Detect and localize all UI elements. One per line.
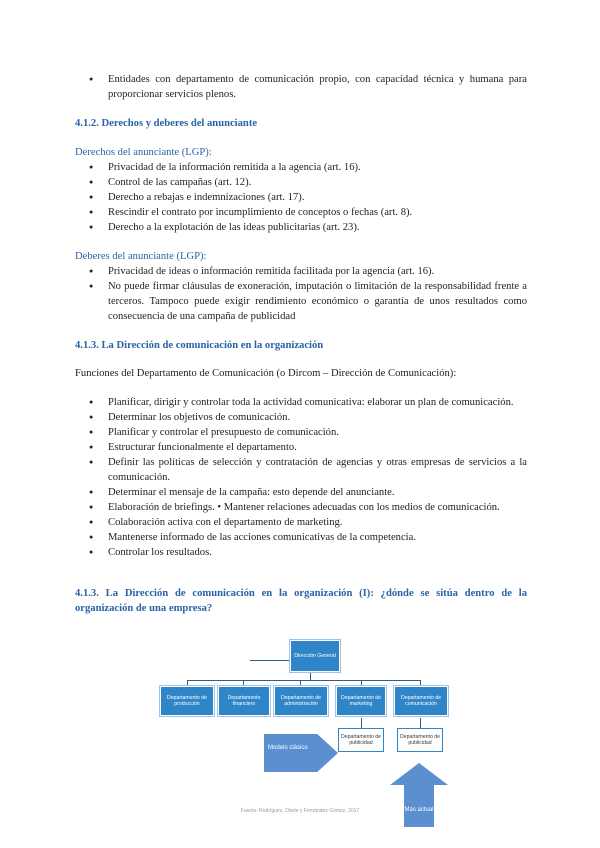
- list-item: ● Elaboración de briefings. • Mantener relaciones adecuadas con los medios de comunicación.: [75, 500, 527, 515]
- list-item: ● Determinar los objetivos de comunicación.: [75, 410, 527, 425]
- org-box-administracion: Departamento de administración: [274, 686, 328, 716]
- list-item: ● No puede firmar cláusulas de exoneración, imputación o limitación de la responsabilidad frente a terceros. Tampoco puede exigir rendimiento económico o garantía de unos resultados como consecuencia de una campaña de publicidad: [75, 279, 527, 324]
- model-classic-label: Modelo clásico: [268, 745, 308, 751]
- section-heading-413: 4.1.3. La Dirección de comunicación en la organización: [75, 340, 324, 351]
- list-item: ● Controlar los resultados.: [75, 545, 527, 560]
- list-item: ● Determinar el mensaje de la campaña: esto depende del anunciante.: [75, 485, 527, 500]
- org-box-direccion-general: Dirección General: [290, 640, 340, 672]
- connector-line: [361, 718, 362, 728]
- connector-line: [420, 718, 421, 728]
- org-chart: [150, 638, 470, 830]
- list-item: ● Derecho a rebajas e indemnizaciones (art. 17).: [75, 190, 527, 205]
- list-item: ● Derecho a la explotación de las ideas publicitarias (art. 23).: [75, 220, 527, 235]
- connector-line: [187, 680, 420, 681]
- list-item: ● Planificar y controlar el presupuesto de comunicación.: [75, 425, 527, 440]
- duties-label: Deberes del anunciante (LGP):: [75, 251, 207, 262]
- list-item: ● Estructurar funcionalmente el departamento.: [75, 440, 527, 455]
- connector-line: [250, 660, 290, 661]
- list-item: ● Control de las campañas (art. 12).: [75, 175, 527, 190]
- org-box-produccion: Departamento de producción: [160, 686, 214, 716]
- rights-list: [75, 160, 527, 235]
- list-item: ● Planificar, dirigir y controlar toda la actividad comunicativa: elaborar un plan de comunicación.: [75, 395, 527, 410]
- arrow-right-icon: [264, 734, 338, 772]
- list-item: ● Rescindir el contrato por incumplimiento de conceptos o fechas (art. 8).: [75, 205, 527, 220]
- duties-list: [75, 264, 527, 324]
- list-item: ● Entidades con departamento de comunicación propio, con capacidad técnica y humana para proporcionar servicios plenos.: [75, 72, 527, 102]
- rights-label: Derechos del anunciante (LGP):: [75, 147, 212, 158]
- arrow-up-icon: [390, 763, 448, 827]
- org-box-publicidad-comunicacion: Departamento de publicidad: [397, 728, 443, 752]
- section-heading-412: 4.1.2. Derechos y deberes del anunciante: [75, 118, 258, 129]
- functions-list: [75, 395, 527, 560]
- list-item: ● Definir las políticas de selección y contratación de agencias y otras empresas de servicios a la comunicación.: [75, 455, 527, 485]
- org-box-marketing: Departamento de marketing: [336, 686, 386, 716]
- list-item: ● Colaboración activa con el departamento de marketing.: [75, 515, 527, 530]
- figure-source: Fuente: Rodríguez, Olarte y Fernández Gómez, 2017: [240, 808, 360, 814]
- connector-line: [310, 672, 311, 680]
- org-box-financiero: Departamento financiero: [218, 686, 270, 716]
- intro-bullet-list: [75, 72, 527, 102]
- section-heading-413-location: 4.1.3. La Dirección de comunicación en la organización (I): ¿dónde se sitúa dentro de la organización de una empresa?: [75, 588, 527, 614]
- list-item: ● Privacidad de la información remitida a la agencia (art. 16).: [75, 160, 527, 175]
- model-current-label: Más actual: [404, 807, 434, 813]
- org-box-publicidad-marketing: Departamento de publicidad: [338, 728, 384, 752]
- org-box-comunicacion: Departamento de comunicación: [394, 686, 448, 716]
- functions-intro: Funciones del Departamento de Comunicación (o Dircom – Dirección de Comunicación):: [75, 368, 457, 379]
- list-item: ● Mantenerse informado de las acciones comunicativas de la competencia.: [75, 530, 527, 545]
- list-item: ● Privacidad de ideas o información remitida facilitada por la agencia (art. 16).: [75, 264, 527, 279]
